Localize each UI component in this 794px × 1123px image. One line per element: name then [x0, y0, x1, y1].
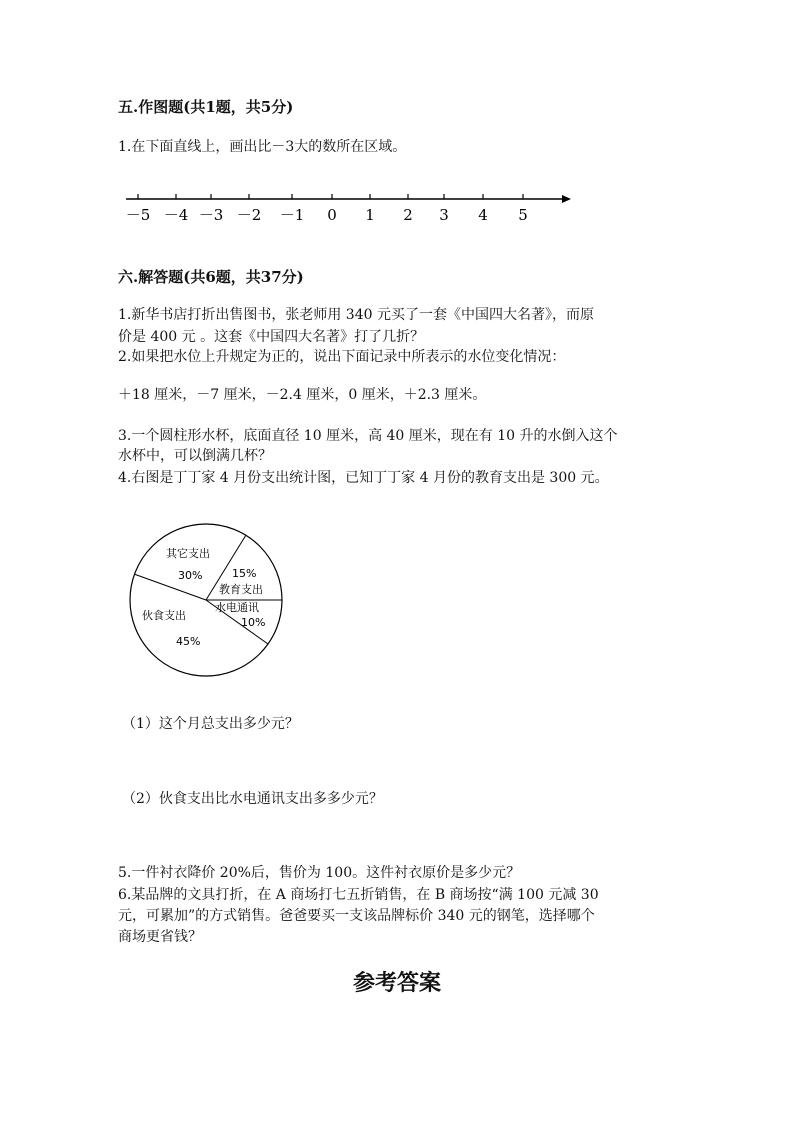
answers-title: 参考答案 [352, 970, 441, 996]
pie-label-food: 伙食支出 [142, 609, 186, 622]
number-line-label: 4 [478, 206, 488, 224]
number-line-labels [126, 206, 528, 224]
number-line-label: －2 [236, 206, 262, 224]
number-line-arrow [562, 195, 571, 203]
pie-label-education: 教育支出 [219, 583, 263, 596]
number-line-label: 2 [403, 206, 413, 224]
pie-value-utilities: 10% [241, 616, 266, 629]
number-line-label: －5 [125, 206, 151, 224]
q4-line1: 4.右图是丁丁家 4 月份支出统计图，已知丁丁家 4 月份的教育支出是 300 元。 [118, 470, 609, 486]
q3-line2: 水杯中，可以倒满几杯？ [118, 448, 272, 464]
number-line-label: －3 [198, 206, 224, 224]
q6-line2: 元，可累加”的方式销售。爸爸要买一支该品牌标价 340 元的钢笔，选择哪个 [118, 908, 595, 924]
pie-value-food: 45% [176, 635, 201, 648]
pie-value-other: 30% [178, 569, 203, 582]
q1-line1: 1.新华书店打折出售图书，张老师用 340 元买了一套《中国四大名著》，而原 [118, 307, 594, 323]
q6-line1: 6.某品牌的文具打折，在 A 商场打七五折销售，在 B 商场按“满 100 元减 30 [118, 887, 599, 903]
q4-sub2: （2）伙食支出比水电通讯支出多多少元？ [122, 791, 383, 807]
pie-label-other: 其它支出 [166, 547, 210, 560]
section5-question-1: 1.在下面直线上，画出比－3大的数所在区域。 [118, 139, 407, 155]
pie-label-utilities: 水电通讯 [215, 601, 259, 614]
number-line-label: 3 [439, 206, 449, 224]
expense-pie-chart [120, 522, 320, 682]
number-line-label: 5 [518, 206, 528, 224]
q2-line2: ＋18 厘米，－7 厘米，－2.4 厘米，0 厘米，＋2.3 厘米。 [118, 387, 487, 403]
section6-heading: 六.解答题(共6题，共37分) [118, 268, 304, 286]
section5-heading: 五.作图题(共1题，共5分) [118, 98, 294, 116]
q2-line1: 2.如果把水位上升规定为正的，说出下面记录中所表示的水位变化情况： [118, 349, 566, 365]
q3-line1: 3.一个圆柱形水杯，底面直径 10 厘米，高 40 厘米，现在有 10 升的水倒入这个 [118, 428, 618, 444]
number-line-label: 0 [327, 206, 337, 224]
number-line-label: －4 [163, 206, 189, 224]
q5: 5.一件衬衣降价 20%后，售价为 100。这件衬衣原价是多少元？ [118, 865, 521, 881]
q1-line2: 价是 400 元 。这套《中国四大名著》打了几折？ [118, 329, 425, 345]
number-line-label: 1 [365, 206, 375, 224]
number-line-label: －1 [279, 206, 305, 224]
q6-line3: 商场更省钱？ [118, 929, 202, 945]
q4-sub1: （1）这个月总支出多少元？ [122, 716, 299, 732]
number-line [0, 186, 794, 226]
pie-value-education: 15% [232, 567, 257, 580]
